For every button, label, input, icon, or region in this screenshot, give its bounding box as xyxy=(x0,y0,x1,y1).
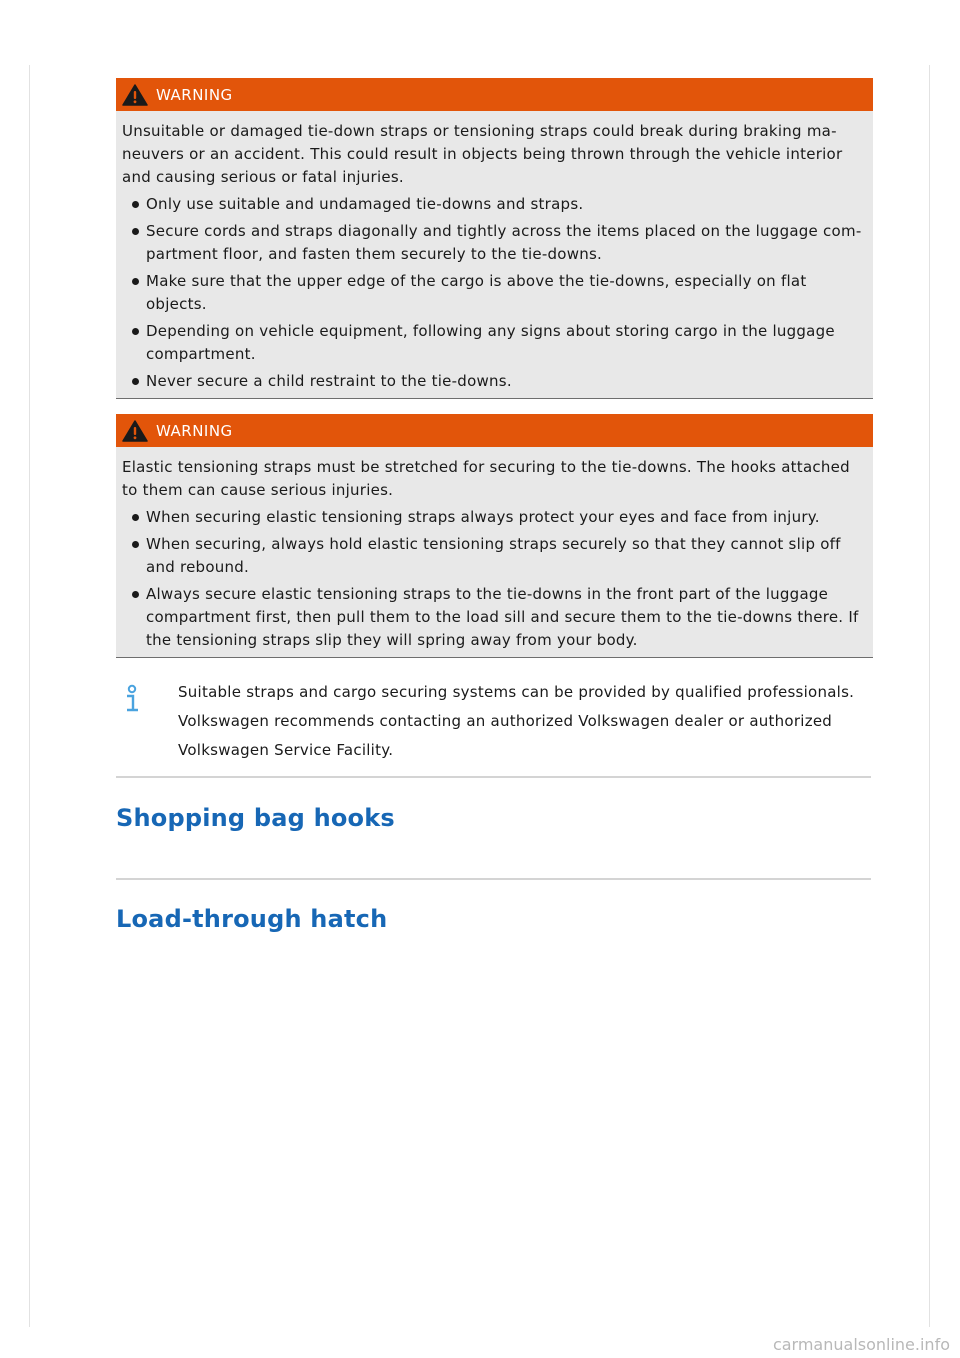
info-icon xyxy=(121,684,143,714)
warning-triangle-icon xyxy=(122,420,148,442)
section-divider xyxy=(116,878,871,880)
warning-item: When securing elastic tensioning straps always protect your eyes and face from injury. xyxy=(122,506,867,529)
section-divider xyxy=(116,776,871,778)
warning-title: WARNING xyxy=(156,421,233,440)
warning-title: WARNING xyxy=(156,85,233,104)
warning-triangle-icon xyxy=(122,84,148,106)
warning-box-elastic-straps xyxy=(116,414,873,658)
warning-header xyxy=(116,414,873,447)
warning-list xyxy=(122,506,867,652)
warning-intro: Unsuitable or damaged tie-down straps or tensioning straps could break during braking ma- neuvers or an accident. This could result in objects being thrown through the vehicle interior and causing serious or fatal injuries. xyxy=(122,122,843,186)
warning-item: Depending on vehicle equipment, following any signs about storing cargo in the luggage compartment. xyxy=(122,320,867,366)
warning-item: Make sure that the upper edge of the cargo is above the tie-downs, especially on flat objects. xyxy=(122,270,867,316)
warning-item: When securing, always hold elastic tensioning straps securely so that they cannot slip off and rebound. xyxy=(122,533,867,579)
warning-body xyxy=(116,111,873,398)
warning-intro: Elastic tensioning straps must be stretched for securing to the tie-downs. The hooks attached to them can cause serious injuries. xyxy=(122,458,850,499)
warning-list xyxy=(122,193,867,393)
warning-box-tie-down-straps xyxy=(116,78,873,399)
page-margin-left xyxy=(29,65,30,1327)
section-heading-shopping-bag-hooks: Shopping bag hooks xyxy=(116,804,395,832)
warning-header xyxy=(116,78,873,111)
warning-item: Always secure elastic tensioning straps to the tie-downs in the front part of the luggage compartment first, then pull them to the load sill and secure them to the tie-downs there. If the tensioning straps slip they will spring away from your body. xyxy=(122,583,867,652)
warning-item: Secure cords and straps diagonally and tightly across the items placed on the luggage com- partment floor, and fasten them securely to the tie-downs. xyxy=(122,220,867,266)
warning-item: Never secure a child restraint to the tie-downs. xyxy=(122,370,867,393)
page-margin-right xyxy=(929,65,930,1327)
warning-item: Only use suitable and undamaged tie-downs and straps. xyxy=(122,193,867,216)
warning-body xyxy=(116,447,873,657)
section-heading-load-through-hatch: Load-through hatch xyxy=(116,905,388,933)
info-note-text: Suitable straps and cargo securing systems can be provided by qualified professionals. Volkswagen recommends contacting an authorized Volkswagen dealer or authorized Volkswagen Service Facility. xyxy=(178,683,855,759)
watermark: carmanualsonline.info xyxy=(772,1335,950,1354)
